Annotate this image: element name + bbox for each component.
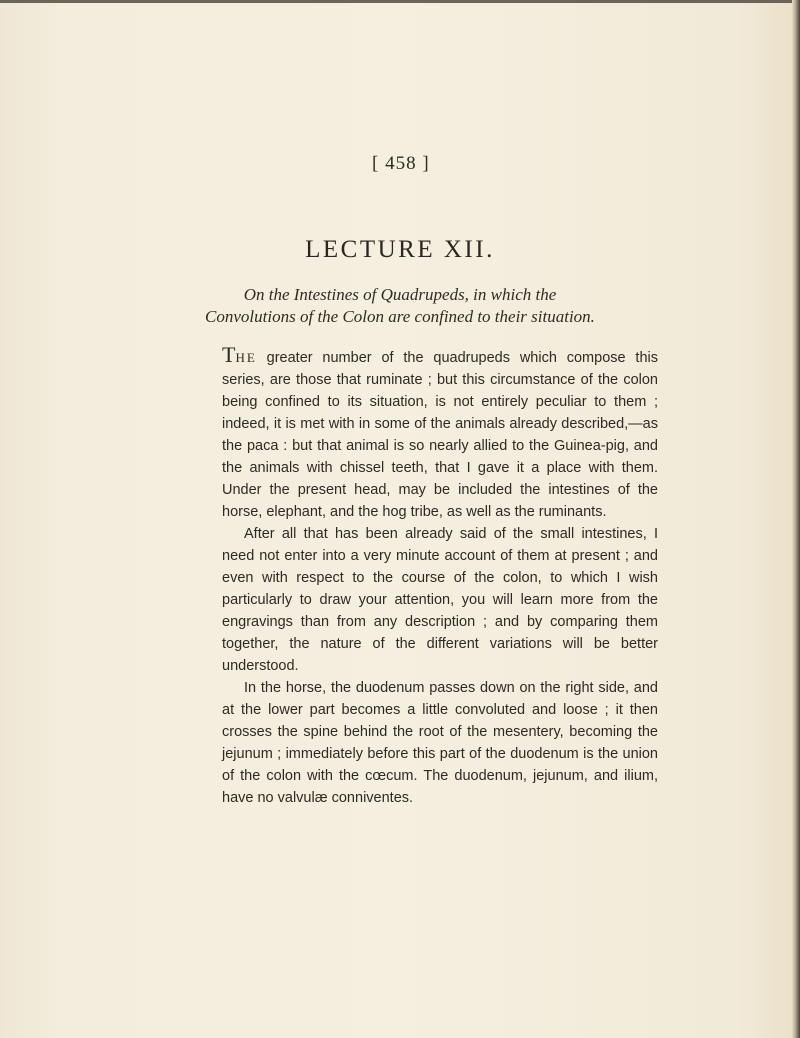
- opening-word: [222, 342, 257, 367]
- lecture-title: LECTURE XII.: [305, 236, 495, 263]
- page-number: [ 458 ]: [372, 153, 430, 174]
- page-right-edge: [792, 0, 800, 1038]
- paragraph-2: After all that has been already said of the small intestines, I need not enter into a very minute account of them at present ; and even with respect to the course of the colon, to which I wish particularly to draw your attention, you will learn more from the engravings than from any description ; and by comparing them together, the nature of the different variations will be better understood.: [222, 526, 658, 674]
- paragraph-3: In the horse, the duodenum passes down on the right side, and at the lower part becomes a little convoluted and loose ; it then crosses the spine behind the root of the mesentery, becoming the jejunum ; immediately before this part of the duodenum is the union of the colon with the cœcum. The duodenum, jejunum, and ilium, have no valvulæ conniventes.: [222, 680, 658, 806]
- opening-initial: T: [222, 342, 236, 367]
- body-text: [222, 344, 658, 809]
- opening-rest: HE: [235, 350, 257, 365]
- page-top-edge: [0, 0, 800, 3]
- lecture-subtitle: On the Intestines of Quadrupeds, in which the Convolutions of the Colon are confined to their situation.: [205, 285, 595, 326]
- paragraph-1: [222, 344, 658, 523]
- paragraph-1-text: greater number of the quadrupeds which compose this series, are those that ruminate ; but this circumstance of the colon being confined to its situation, is not entirely peculiar to them ; indeed, it is met with in some of the animals already described,—as the paca : but that animal is so nearly allied to the Guinea-pig, and the animals with chissel teeth, that I gave it a place with them. Under the present head, may be included the intestines of the horse, elephant, and the hog tribe, as well as the ruminants.: [222, 350, 658, 520]
